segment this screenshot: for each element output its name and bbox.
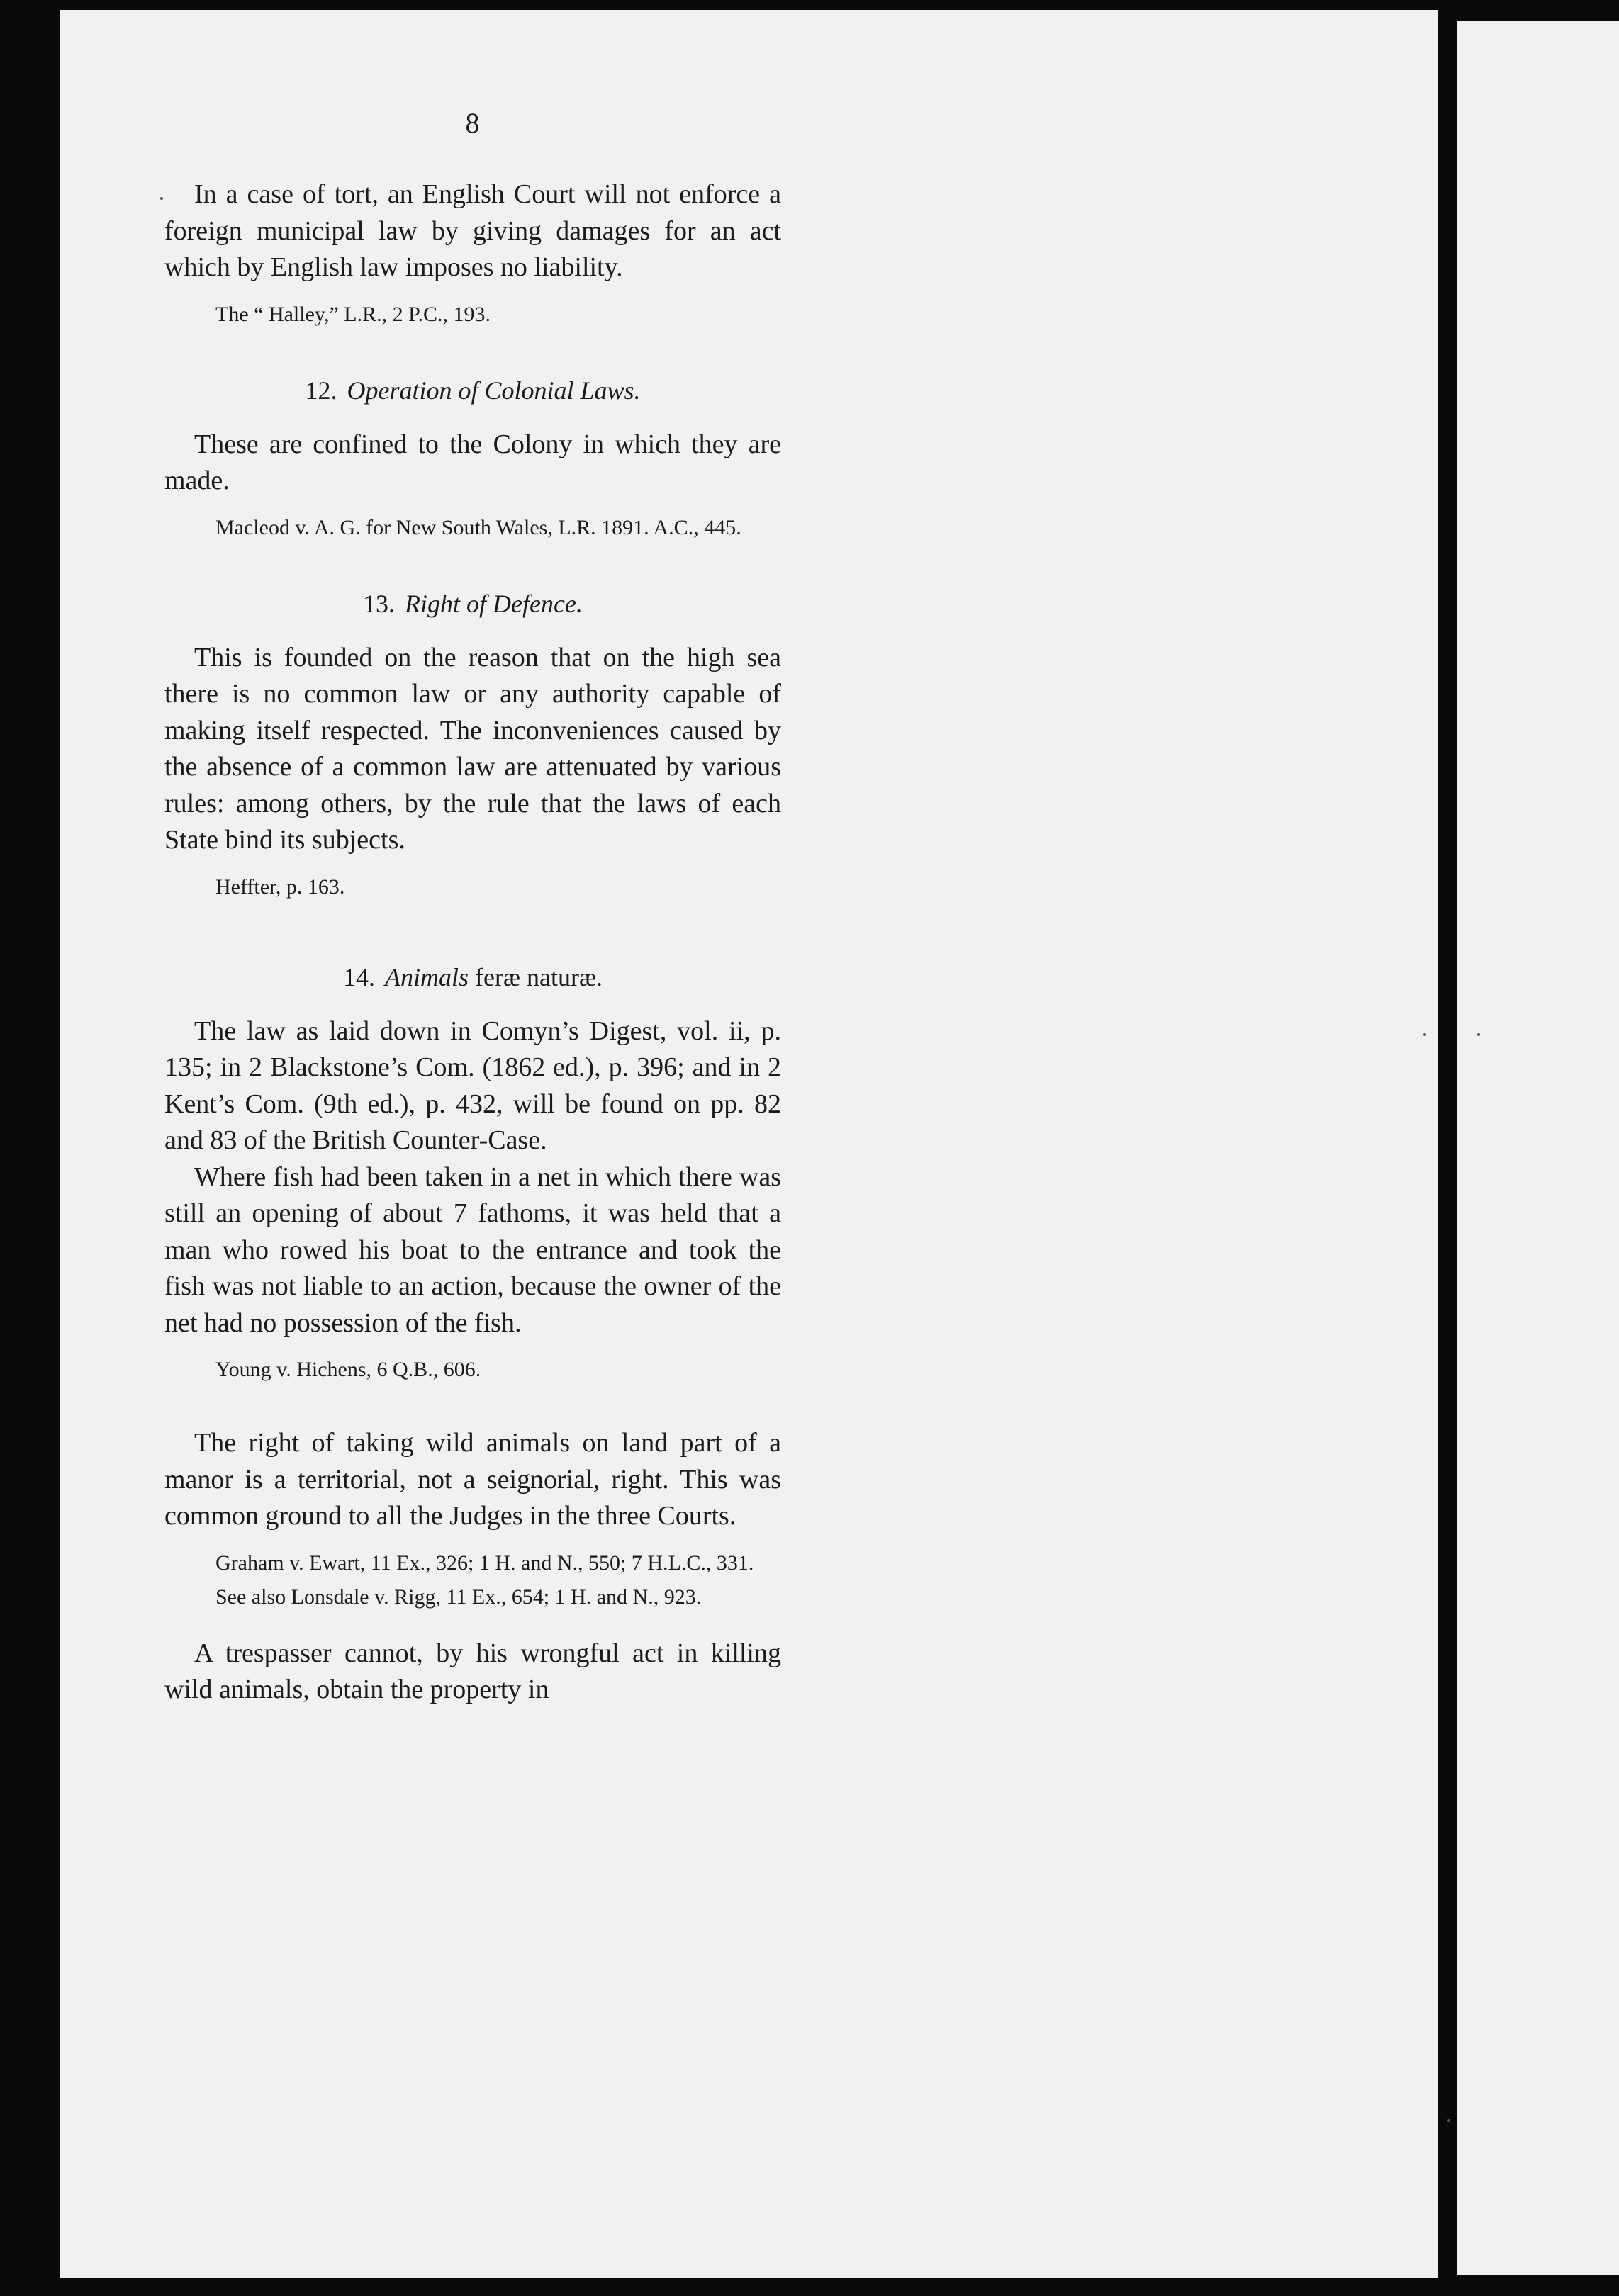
paragraph-colonial-laws: These are confined to the Colony in which they are made. xyxy=(164,429,781,495)
text-column xyxy=(164,106,781,1709)
paragraph-comyns-digest: The law as laid down in Comyn’s Digest, vol. ii, p. 135; in 2 Blackstone’s Com. (1862 ed.), p. 396; and in 2 Kent’s Com. (9th ed.), p. 432, will be found on pp. 82 and 83 of the British Counter-Case. xyxy=(164,1015,781,1155)
section-title-rest: feræ naturæ. xyxy=(469,962,603,991)
book-gutter xyxy=(1438,10,1457,2278)
scan-speck xyxy=(1423,1033,1426,1036)
section-number: 14. xyxy=(343,962,376,991)
scan-speck xyxy=(1447,2119,1450,2122)
section-title-italic: Animals xyxy=(385,962,469,991)
paragraph-tort: In a case of tort, an English Court will not enforce a foreign municipal law by giving damages for an act which by English law imposes no liability. xyxy=(164,179,781,282)
scan-speck xyxy=(1477,1033,1480,1036)
citation-graham: Graham v. Ewart, 11 Ex., 326; 1 H. and N., 550; 7 H.L.C., 331. xyxy=(215,1551,754,1575)
scan-speck xyxy=(160,197,163,200)
section-title: Operation of Colonial Laws. xyxy=(347,376,641,405)
paragraph-trespasser: A trespasser cannot, by his wrongful act in killing wild animals, obtain the property in xyxy=(164,1638,781,1704)
right-page-edge xyxy=(1457,21,1619,2275)
paragraph-right-of-defence: This is founded on the reason that on the high sea there is no common law or any authority capable of making itself respected. The inconveniences caused by the absence of a common law are attenuated by various rules: among others, by the rule that the laws of each State bind its subjects. xyxy=(164,642,781,855)
section-heading-12 xyxy=(164,376,781,405)
citation-heffter: Heffter, p. 163. xyxy=(215,874,345,899)
citation-young: Young v. Hichens, 6 Q.B., 606. xyxy=(215,1358,481,1381)
section-heading-14 xyxy=(164,962,781,992)
citation-lonsdale: See also Lonsdale v. Rigg, 11 Ex., 654; 1 H. and N., 923. xyxy=(215,1585,702,1609)
section-title: Right of Defence. xyxy=(405,589,583,618)
page-number: 8 xyxy=(465,107,481,139)
section-heading-13 xyxy=(164,589,781,619)
paragraph-wild-animals: The right of taking wild animals on land part of a manor is a territorial, not a seignorial, right. This was common ground to all the Judges in the three Courts. xyxy=(164,1428,781,1531)
section-number: 12. xyxy=(305,376,337,405)
citation-macleod: Macleod v. A. G. for New South Wales, L.R. 1891. A.C., 445. xyxy=(215,515,741,539)
citation-halley: The “ Halley,” L.R., 2 P.C., 193. xyxy=(215,302,491,326)
paragraph-fish-net: Where fish had been taken in a net in which there was still an opening of about 7 fathoms, it was held that a man who rowed his boat to the entrance and took the fish was not liable to an action, because the owner of the net had no possession of the fish. xyxy=(164,1161,781,1338)
section-number: 13. xyxy=(363,589,396,618)
